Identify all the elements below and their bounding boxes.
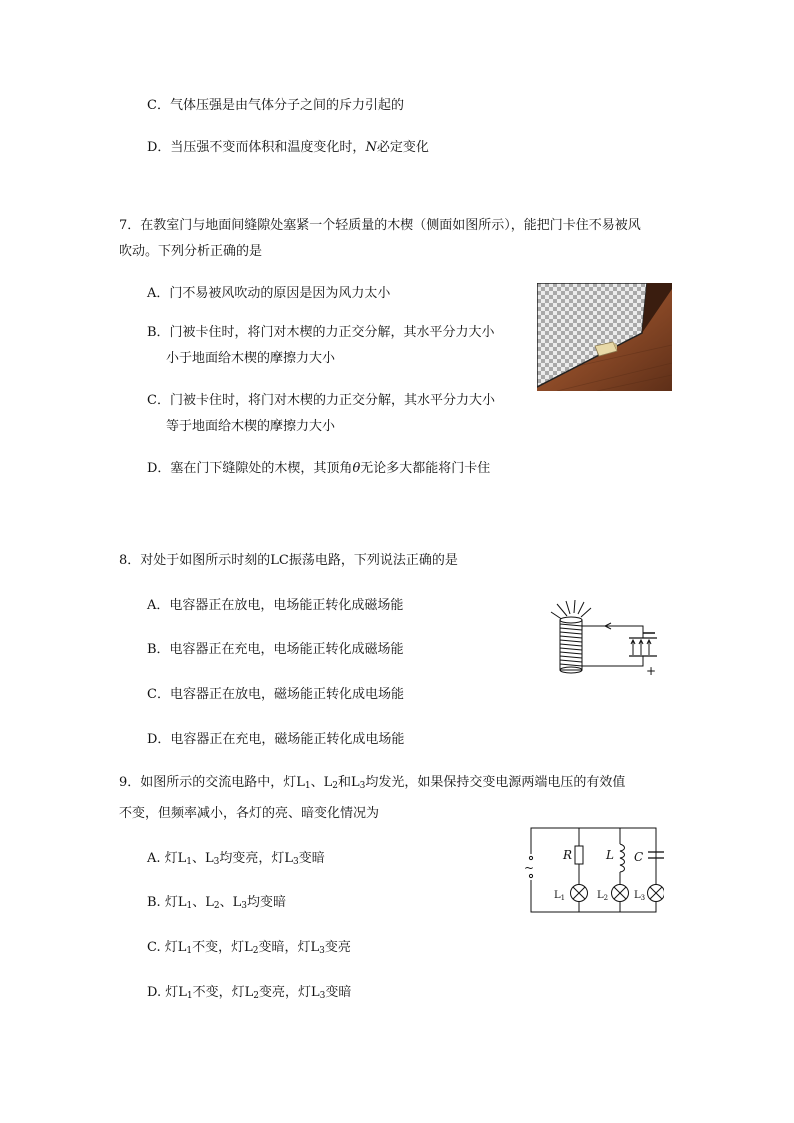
q9-option-d: D. 灯$L_1$不变，灯$L_2$变亮，灯$L_3$变暗 [147, 985, 352, 1001]
ac-circuit-diagram [524, 822, 664, 918]
q9-stem-line2: 不变，但频率减小，各灯的亮、暗变化情况为 [119, 806, 380, 821]
door-wedge-photo [537, 283, 672, 391]
q7-option-d: D．塞在门下缝隙处的木楔，其顶角θ无论多大都能将门卡住 [147, 461, 491, 476]
q6-option-c: C．气体压强是由气体分子之间的斥力引起的 [147, 98, 404, 113]
label-r: R [563, 848, 573, 862]
q8-option-b: B．电容器正在充电，电场能正转化成磁场能 [147, 642, 404, 657]
ac-source-symbol: ~ [524, 861, 535, 875]
q8-option-d: D．电容器正在充电，磁场能正转化成电场能 [147, 732, 405, 747]
q7-stem-line2: 吹动。下列分析正确的是 [119, 244, 263, 259]
q6-option-d: D．当压强不变而体积和温度变化时，N必定变化 [147, 140, 429, 155]
lc-circuit-diagram [545, 598, 665, 686]
q9-option-b: B. 灯$L_1$、$L_2$、$L_3$均变暗 [147, 895, 286, 911]
label-lamp-3: $L_3$ [634, 890, 646, 902]
label-l: L [606, 848, 614, 862]
label-lamp-1: $L_1$ [554, 890, 566, 902]
label-lamp-2: $L_2$ [597, 890, 609, 902]
q8-option-a: A．电容器正在放电，电场能正转化成磁场能 [147, 598, 404, 613]
q7-option-c-line2: 等于地面给木楔的摩擦力大小 [166, 419, 336, 434]
q7-stem-line1: 7．在教室门与地面间缝隙处塞紧一个轻质量的木楔（侧面如图所示），能把门卡住不易被风 [119, 218, 641, 233]
label-c: C [634, 850, 644, 864]
plus-sign: + [646, 664, 657, 678]
q9-stem-line1: 9．如图所示的交流电路中，灯$L_1$、$L_2$和$L_3$均发光，如果保持交变电源两端电压的有效值 [119, 775, 626, 791]
q8-option-c: C．电容器正在放电，磁场能正转化成电场能 [147, 687, 404, 702]
q7-option-b-line2: 小于地面给木楔的摩擦力大小 [166, 351, 336, 366]
q7-option-a: A．门不易被风吹动的原因是因为风力太小 [147, 286, 391, 301]
q8-stem: 8．对处于如图所示时刻的LC振荡电路，下列说法正确的是 [119, 553, 458, 568]
q7-option-b-line1: B．门被卡住时，将门对木楔的力正交分解，其水平分力大小 [147, 325, 495, 340]
q9-option-a: A. 灯$L_1$、$L_3$均变亮，灯$L_3$变暗 [147, 851, 325, 867]
q7-option-c-line1: C．门被卡住时，将门对木楔的力正交分解，其水平分力大小 [147, 393, 495, 408]
q9-option-c: C. 灯$L_1$不变，灯$L_2$变暗，灯$L_3$变亮 [147, 940, 351, 956]
